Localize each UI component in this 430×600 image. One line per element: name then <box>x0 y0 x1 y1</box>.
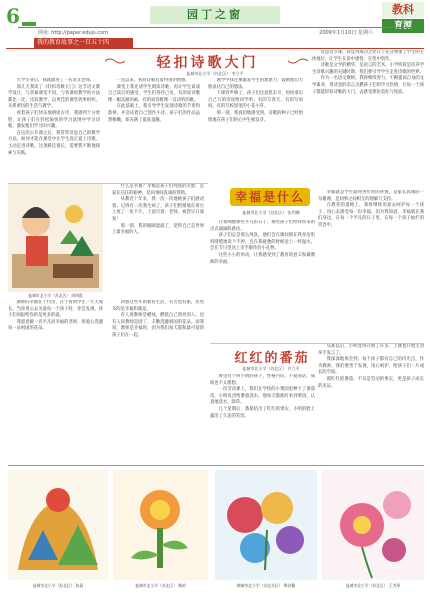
paragraph: 反思这节课，我觉得成功之处在于充分尊重了学生的主体地位，让学生在读中感悟，在悟中创作。 <box>312 50 424 62</box>
paragraph: 我愿意做一名平凡而幸福的老师，用爱心浇灌每一朵祖国的花朵。 <box>8 319 103 332</box>
horizontal-rule <box>8 465 424 466</box>
article1-column-1 <box>8 78 100 182</box>
article2-title: 幸福是什么 <box>230 188 310 206</box>
paragraph: 幸福就是学生取得进步时的喜悦，是家长真诚的一句谢谢，是同事之间相互的理解与支持。 <box>318 190 424 202</box>
painting-caption-3: 鹤城市北小学（苏北东区） 缪舒馨 <box>236 583 296 588</box>
paragraph: 教师的幸福在于付出，在于看到学生一天天成长。当你用心去关爱每一个孩子时，你会发现，孩子们回报给你的是更多的爱。 <box>8 300 103 319</box>
student-painting-3 <box>215 470 317 580</box>
paragraph: 那一刻，我真切地感受到，诗歌的种子已经悄悄地在孩子们的心中生根发芽。 <box>208 110 303 123</box>
article2-column-center <box>210 220 315 342</box>
paragraph: 那一刻，我的眼睛湿润了，觉得自己是世界上最幸福的人。 <box>112 223 204 236</box>
paragraph: 几个星期后，番茄结出了红红的果实，小明的脸上露出了久违的笑容。 <box>210 406 315 419</box>
painting-caption-4: 盐城市北小学（苏北区） 王秀琴 <box>345 583 401 588</box>
paragraph: 回想这些年的教育生活，有苦也有甜，但更多的是幸福和满足。 <box>112 300 204 312</box>
page-number: 6 <box>6 4 20 28</box>
figure-caption: 盐城市北小学（苏北区） 周明霞 <box>28 293 83 298</box>
page-number-underline <box>22 22 36 26</box>
paragraph: 那红红的番茄，不仅是劳动的果实，更是孩子成长的见证。 <box>318 376 424 389</box>
paragraph: 这些小小的举动，让我感受到了教育的意义和做教师的幸福。 <box>210 252 315 265</box>
student-painting-figure <box>8 184 103 292</box>
paragraph: 课堂上我先请学生朗读诗歌，再让学生谈谈自己读后的感受，学生们各抒己见，有的说诗歌像一幅美丽的画，有的说诗歌像一首动听的歌。 <box>108 84 200 103</box>
logo-bottom-text: 育源 <box>382 19 424 33</box>
article3-author: 盐城市北小学（苏北区） 许立平 <box>242 366 300 371</box>
paragraph: 班里有个叫小明的孩子，性格内向，不爱说话，成绩也不太理想。 <box>210 374 315 386</box>
article3-column-right <box>318 344 424 458</box>
info-bar <box>18 27 413 35</box>
article1-author: 盐城市北小学（苏北区） 李立平 <box>186 71 244 76</box>
article2-column-lower-middle <box>112 300 204 416</box>
article1-title: 轻扣诗歌大门 <box>156 55 259 71</box>
paragraph: 作为一名语文教师，我将继续努力，不断提高自身的文学素养，用诗意的语言点燃孩子们的学习热情，让每一个孩子都能轻扣诗歌的大门，去感受那份美好与纯真。 <box>312 76 424 95</box>
date-text: 2009年1月10日 星期六 <box>319 30 373 36</box>
paragraph: 在教育的道路上，我将继续用爱去呵护每一个孩子，用心去感受每一份幸福。因为我知道，幸福就在我们身边，在每一个平凡的日子里，在每一个孩子灿烂的笑容中。 <box>318 203 424 228</box>
section-divider <box>6 48 424 49</box>
paragraph: 那几天我读了《轻扣诗歌大门》这节语文教学设计，与普通课堂不同，与各课时教学的方法都比一比，比较教学，以更佳的课堂效果组织，关系密切的生活与教学。 <box>8 84 100 110</box>
student-painting-4 <box>322 470 424 580</box>
paragraph: 一直以来，我对诗歌有着特别的情感。 <box>116 78 190 83</box>
paragraph: 我深深地体会到，每个孩子都有自己的闪光点，作为教师，我们要善于发现，用心呵护，给孩子们一片成长的空间。 <box>318 357 424 376</box>
logo-top-text: 教科 <box>382 2 424 18</box>
paragraph: 下课铃声响了，孩子们还意犹未尽，纷纷拿出自己写的诗读给同学听。有的写春天，有的写妈妈，有的写校园里的小花小草。 <box>208 91 303 110</box>
article1-column-2 <box>108 78 200 182</box>
page-header <box>0 0 430 40</box>
student-painting-1 <box>8 470 108 580</box>
column-title: 园丁之窗 <box>150 6 280 24</box>
article1-column-3 <box>208 78 303 182</box>
student-painting-2 <box>113 470 208 580</box>
paragraph: 大学毕业后，我就踏进了一名语文老师。 <box>16 78 94 83</box>
paragraph: 让我细数那些平凡的日子，那些孩子们给我带来的点点滴滴的感动。 <box>210 220 315 232</box>
paragraph: 有人说教师是蜡烛，燃烧自己照亮别人；也有人说教师是园丁，辛勤浇灌祖国的花朵。而我说，教师是幸福的，因为我们每天都和最可爱的孩子们在一起。 <box>112 313 204 338</box>
painting-caption-2: 盐城市北小学（苏北区） 陶裕 <box>135 583 186 588</box>
paragraph: 一次劳动课上，我们在学校的小菜园里种下了番茄苗，小明负责给番茄浇水。他每天都准时来到菜园，认真地浇水、除草。 <box>210 387 315 406</box>
title-ornament-right <box>288 57 308 65</box>
article1-column-4 <box>312 50 424 178</box>
article3-column-left <box>210 374 315 458</box>
article2-column-lower-left <box>8 300 103 416</box>
article3-title: 红红的番茄 <box>234 351 310 366</box>
section-banner: 我的教育故事之一百五十四 <box>34 38 133 48</box>
paragraph: 诗歌是文学的精华，是语言的艺术。小学阶段是培养学生诗歌兴趣的关键时期，我们要引导学生走进诗歌的世界。 <box>312 63 424 75</box>
paragraph: 在这次公开课之后，我常常反思自己的教学方法，如何才能在课堂中让学生真正爱上诗歌，主动走进诗歌，这条路还很长，需要我不断地探索与实践。 <box>8 130 100 156</box>
paragraph: 看着孩子们快乐地朗读古诗，我感到十分欣慰，让孩子们在轻松愉快的学习氛围中学习诗歌，激发他们学习的兴趣。 <box>8 110 100 130</box>
title-ornament-left <box>105 57 125 65</box>
paragraph: 从教近十年来，我一次一次地被孩子们感动着。记得有一次我生病了，孩子们悄悄地在讲台上放了一张卡片，上面写着：老师，祝您早日康复！ <box>112 197 204 222</box>
paragraph: 孩子们总是那么纯真，他们会在课间围在我身边叽叽喳喳地说个不停，会在我疲惫的时候送上一杯温水，会在节日里送上亲手制作的小礼物。 <box>210 233 315 252</box>
website-text: 网址: http://paper.edujs.com <box>38 30 108 36</box>
paragraph: 什么是幸福？幸福是孩子们纯真的笑脸，是家长信任的眼神，是同事间真诚的帮助。 <box>112 184 204 196</box>
paragraph: 在此基础上，我引导学生发现诗歌的节奏和韵律，并尝试着自己创作小诗。孩子们的作品虽然稚嫩，却充满了童真童趣。 <box>108 104 200 123</box>
paragraph: 教学中我注重激发学生的想象力，鼓励他们大胆表达自己的想法。 <box>208 78 303 90</box>
painting-caption-1: 盐城市北小学（苏北区） 陈晨 <box>32 583 84 588</box>
article2-author: 盐城市北小学（苏北区） 张利娜 <box>242 210 300 215</box>
article2-column-left <box>112 184 204 304</box>
paragraph: 从那以后，小明变得开朗了许多，上课也开始主动举手发言了。 <box>318 344 424 356</box>
article2-column-right <box>318 190 424 342</box>
